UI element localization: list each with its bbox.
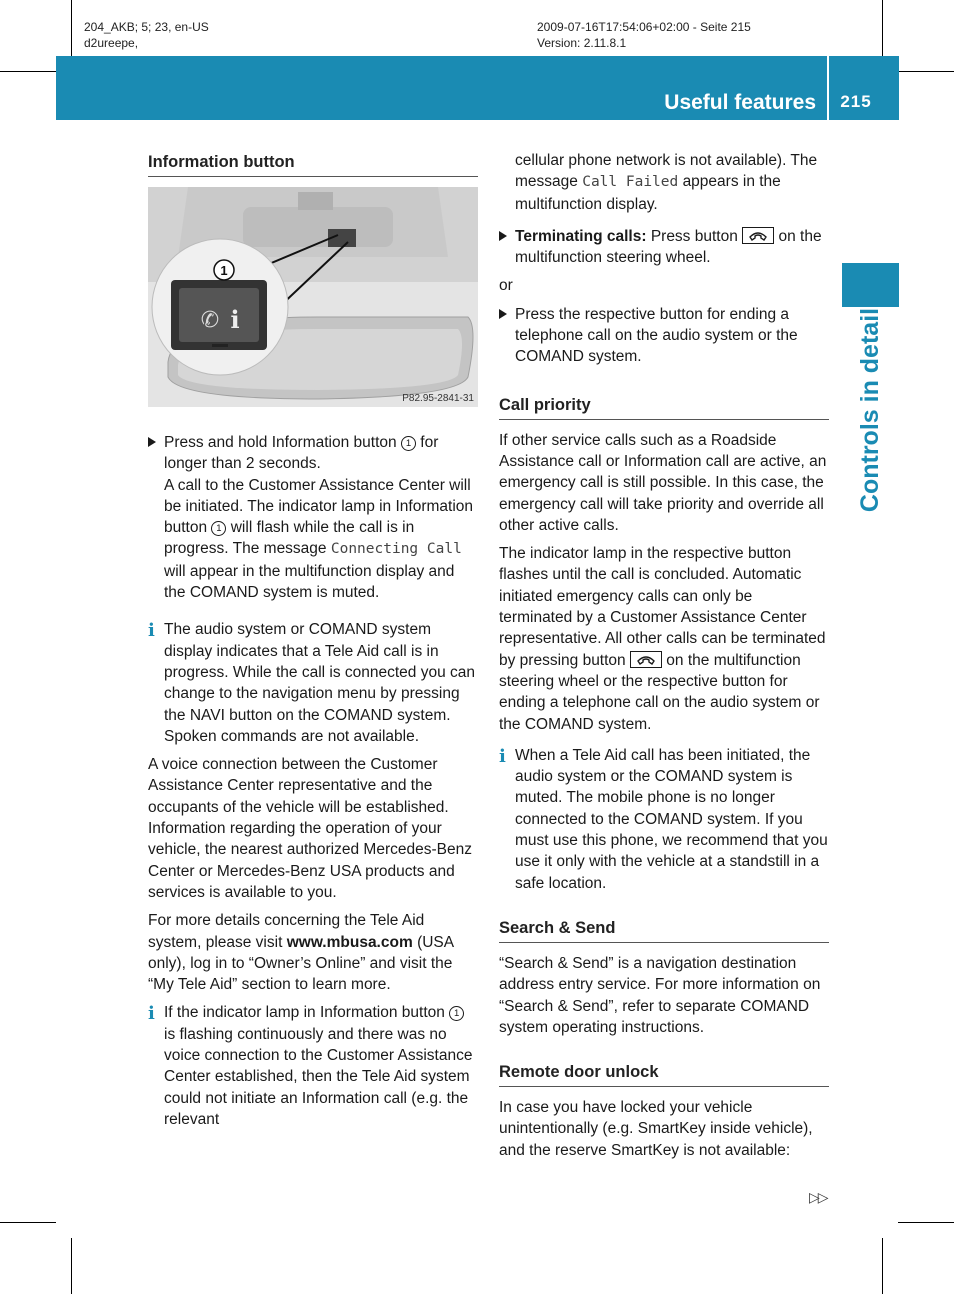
page-number: 215 (840, 92, 872, 111)
heading-remote-door-unlock: Remote door unlock (499, 1060, 829, 1087)
website-link[interactable]: www.mbusa.com (286, 933, 413, 951)
crop-mark (898, 1222, 954, 1223)
hang-up-button-icon (630, 651, 662, 668)
step-press-and-hold: Press and hold Information button 1 for longer than 2 seconds. A call to the Customer Assistance Center will be initiated. The indicator lamp in Information button 1 will flash while the call is in progress. The message Connecting Call will appear in the multifunction display and the COMAND system is muted. (148, 432, 478, 603)
crop-mark (898, 71, 954, 72)
info-icon: i (499, 745, 506, 767)
heading-information-button: Information button (148, 150, 478, 177)
svg-text:i: i (230, 305, 240, 334)
chapter-label: Controls in detail (856, 307, 884, 513)
hang-up-button-icon (742, 227, 774, 244)
meta-line: Version: 2.11.8.1 (537, 36, 627, 50)
info-note: i The audio system or COMAND system display indicates that a Tele Aid call is in progress. While the call is connected you can change to the navigation menu by pressing the NAVI button on the COMAND system. Spoken commands are not available. (148, 620, 476, 745)
info-note: i If the indicator lamp in Information button 1 is flashing continuously and there was no voice connection to the Customer Assistance Center established, then the Tele Aid system could not initiate an Information call (e.g. the relevant (148, 1003, 473, 1128)
meta-line: 2009-07-16T17:54:06+02:00 - Seite 215 (537, 20, 751, 34)
continued-note: cellular phone network is not available). The message Call Failed appears in the multifunction display. (515, 152, 818, 213)
left-column (148, 150, 478, 1137)
step-arrow-icon (148, 437, 156, 447)
step-arrow-icon (499, 309, 507, 319)
crop-mark (882, 0, 883, 56)
callout-marker: 1 (211, 521, 226, 536)
step-press-respective-button: Press the respective button for ending a telephone call on the audio system or the COMAND system. (499, 304, 829, 368)
crop-mark (0, 1222, 56, 1223)
figure-callout: 1 (220, 263, 228, 278)
step-terminating-calls: Terminating calls: Press button on the multifunction steering wheel. (499, 226, 829, 269)
display-message: Connecting Call (330, 541, 462, 558)
crop-mark (0, 71, 56, 72)
step-arrow-icon (499, 231, 507, 241)
info-icon: i (148, 1003, 155, 1025)
paragraph: A voice connection between the Customer Assistance Center representative and the occupants of the vehicle will be established. Information regarding the operation of your vehicle, the nearest authorized Mercedes-Benz Center or Mercedes-Benz USA products and services is available to you. (148, 756, 472, 901)
crop-mark (882, 1238, 883, 1294)
print-meta-right (537, 19, 751, 51)
information-button-figure (148, 187, 478, 407)
section-title: Useful features (664, 91, 816, 114)
paragraph: “Search & Send” is a navigation destination address entry service. For more information on “Search & Send”, refer to separate COMAND system operating instructions. (499, 954, 821, 1036)
svg-text:✆: ✆ (200, 308, 220, 333)
paragraph: If other service calls such as a Roadside Assistance call or Information call are active, an emergency call is still possible. In this case, the emergency call will take priority and override all other active calls. (499, 431, 827, 534)
display-message: Call Failed (582, 174, 679, 191)
paragraph: For more details concerning the Tele Aid system, please visit www.mbusa.com (USA only), log in to “Owner’s Online” and visit the “My Tele Aid” section to learn more. (148, 912, 454, 994)
callout-marker: 1 (449, 1006, 464, 1021)
paragraph: In case you have locked your vehicle unintentionally (e.g. SmartKey inside vehicle), and the reserve SmartKey is not available: (499, 1099, 813, 1159)
heading-call-priority: Call priority (499, 393, 829, 420)
or-text: or (499, 277, 513, 295)
crop-mark (71, 0, 72, 56)
paragraph: The indicator lamp in the respective button flashes until the call is concluded. Automatic initiated emergency calls can only be terminated by a Customer Assistance Center representative. All other calls can be terminated by pressing button on the multifunction steering wheel or the respective button for ending a telephone call on the audio system or the COMAND system. (499, 545, 826, 733)
info-icon: i (148, 620, 155, 642)
print-meta-left (84, 19, 209, 51)
meta-line: 204_AKB; 5; 23, en-US (84, 20, 209, 34)
info-note: i When a Tele Aid call has been initiated, the audio system or the COMAND system is muted. The mobile phone is no longer connected to the COMAND system. If you must use this phone, we recommend that you use it only with the vehicle at a standstill in a safe location. (499, 745, 828, 892)
right-column (499, 150, 829, 1168)
figure-code: P82.95-2841-31 (402, 393, 474, 404)
continue-marker: ▷▷ (809, 1189, 827, 1205)
heading-search-send: Search & Send (499, 916, 829, 943)
callout-marker: 1 (401, 436, 416, 451)
crop-mark (71, 1238, 72, 1294)
meta-line: d2ureepe, (84, 36, 139, 50)
